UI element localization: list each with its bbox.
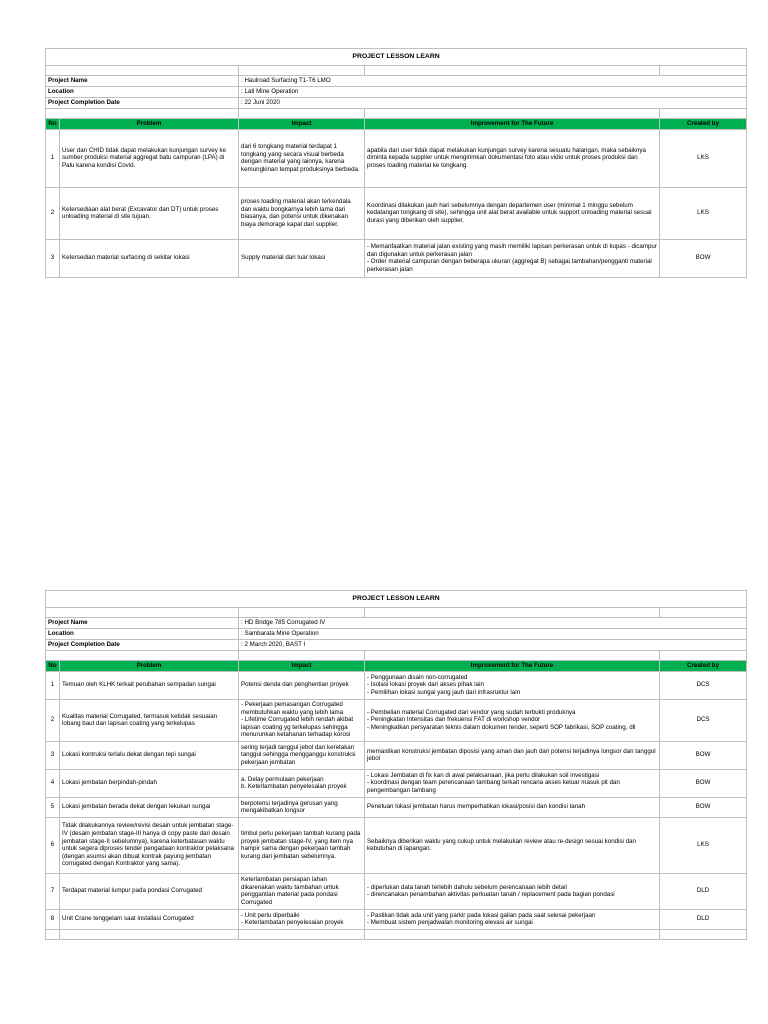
row-impact: - Pekerjaan pemasangan Corrugated membutuhkan waktu yang lebih lama - Lifetime Corrugated lebih rendah akibat lapisan coating yg terkelupas sehingga menurunkan ketahanan terhadap korosi (239, 699, 365, 741)
sheet-title: PROJECT LESSON LEARN (46, 49, 747, 66)
table-row (46, 909, 747, 929)
header-improvement: Improvement for The Future (365, 661, 660, 672)
row-improvement: Penetuan lokasi jembatan harus memperhatikan lokasi/posisi dan kondisi tanah (365, 797, 660, 817)
row-impact: timbul perlu pekerjaan tambah kurang pada proyek jembatan stage-IV, yang item nya hampir sama dengan pekerjaan tambah kurang dari jembatan sebelumnya. (239, 817, 365, 873)
header-impact: Impact (239, 661, 365, 672)
row-created-by: DLD (660, 873, 747, 909)
row-created-by: LKS (660, 187, 747, 239)
row-problem: Kualitas material Corrugated, termasuk ketidak sesuaian lobang baut dan lapisan coating yang terkelupas (60, 699, 239, 741)
row-no: 6 (46, 817, 60, 873)
row-impact: proses loading material akan terkendala dan waktu bongkarnya lebih lama dari biasanya, dan potensi untuk dikenakan biaya demorage kapal dari supplier. (239, 187, 365, 239)
row-created-by: BOW (660, 769, 747, 797)
row-problem: Terdapat material lumpur pada pondasi Corrugated (60, 873, 239, 909)
row-no: 1 (46, 129, 60, 187)
meta-value-completion-date: : 2 March 2020, BAST I (239, 640, 747, 651)
meta-label-location: Location (46, 87, 239, 98)
table-row (46, 817, 747, 873)
meta-label-completion-date: Project Completion Date (46, 640, 239, 651)
row-problem: Ketersedian material surfacing di sekitar lokasi (60, 239, 239, 277)
row-impact: dari 6 tongkang material terdapat 1 tongkang yang secara visual berbeda dengan material yang lainnya, karena kemungkinan tempat produksinya berbeda. (239, 129, 365, 187)
table-row (46, 187, 747, 239)
table-row (46, 699, 747, 741)
meta-label-location: Location (46, 629, 239, 640)
row-problem: Lokasi jembatan berpindah-pindah (60, 769, 239, 797)
row-improvement: - Pastikan tidak ada unit yang parkir pada lokasi galian pada saat selesai pekerjaan - Membuat sistem penjadwalan monitoring elevasi air sungai (365, 909, 660, 929)
row-improvement: Sebaiknya diberikan waktu yang cukup untuk melakukan review atau re-design sesuai kondisi dan kebutuhan di lapangan. (365, 817, 660, 873)
row-no: 5 (46, 797, 60, 817)
row-improvement: - Lokasi Jembatan di fix kan di awal pelaksanaan, jika perlu dilakukan soil investigasi - koordinasi dengan team perencanaan tambang terkait rencana akses keluar masuk pit dan pengembangan tambang (365, 769, 660, 797)
meta-value-completion-date: : 22 Juni 2020 (239, 98, 747, 109)
row-improvement: - Memanfaatkan material jalan existing yang masih memiliki lapisan perkerasan untuk di kupas - dicampur dan digunakan untuk perkerasan jalan - Order material campuran dengan beberapa ukuran (aggregat B) sebagai tambahan/pengganti material perkerasan jalan (365, 239, 660, 277)
table-row (46, 769, 747, 797)
row-no: 8 (46, 909, 60, 929)
row-no: 2 (46, 699, 60, 741)
row-impact: berpotensi terjadinya gerusan yang mengakibatkan longsor (239, 797, 365, 817)
row-problem: Unit Crane tenggelam saat installasi Corrugated (60, 909, 239, 929)
table-row (46, 797, 747, 817)
row-improvement: apabila dari user tidak dapat melakukan kunjungan survey karena sesuatu halangan, maka sebaiknya diminta kepada supplier untuk mengirimkan dokumentasi foto atau vidio untuk proses produksi dan proses loading material ke tongkang. (365, 129, 660, 187)
row-created-by: DCS (660, 671, 747, 699)
row-improvement: Koordinasi dilakukan jauh hari sebelumnya dengan departemen user (minimal 1 minggu sebelum kedatangan tongkang di site), sehingga unit alat berat available untuk support unloading material sesuai durasi yang diberikan oleh supplier. (365, 187, 660, 239)
table-row (46, 741, 747, 769)
row-problem: Tidak dilakukannya review/revisi desain untuk jembatan stage-IV (desain jembatan stage-III hanya di copy paste dari desain jembatan stage-II sebelumnya), karena keterbatasan waktu untuk segera diproses tender pengadaan kontraktor pelaksana (dengan asumsi akan dibuat kontrak payung jembatan corrugated dengan Kontraktor yang sama). (60, 817, 239, 873)
row-created-by: BOW (660, 741, 747, 769)
row-problem: Ketersediaan alat berat (Excavator dan DT) untuk proses unloading material di site tujuan. (60, 187, 239, 239)
lesson-table-2 (45, 590, 747, 940)
row-improvement: - diperlukan data tanah terlebih dahulu sebelum perencanaan lebih detail - direncanakan penambahan aktivitas perkuatan tanah / replacement pada bagian pondasi (365, 873, 660, 909)
header-created-by: Created by (660, 119, 747, 130)
lesson-learn-sheet-2 (45, 590, 746, 940)
table-row (46, 129, 747, 187)
row-improvement: - Penggunaan disain non-corrugated - Isolasi lokasi proyek dari akses pihak lain - Pemilihan lokasi sungai yang jauh dari infrasruktur lain (365, 671, 660, 699)
row-no: 1 (46, 671, 60, 699)
row-impact: sering terjadi tanggul jebol dan keretakan tanggul sehingga mengganggu konstruksi pekerjaan jembatan (239, 741, 365, 769)
table-row (46, 671, 747, 699)
meta-value-project-name: : HD Bridge 785 Corrugated IV (239, 618, 747, 629)
row-no: 2 (46, 187, 60, 239)
row-problem: Temuan oleh KLHK terkait perubahan sempadan sungai (60, 671, 239, 699)
row-impact: Potensi denda dan penghentian proyek (239, 671, 365, 699)
row-impact: Keterlambatan persiapan lahan dikarenakan waktu tambahan untuk penggantian material pada pondasi Corrugated (239, 873, 365, 909)
header-improvement: Improvement for The Future (365, 119, 660, 130)
row-impact: Supply material dari luar lokasi (239, 239, 365, 277)
row-improvement: memastikan konstruksi jembatan diposisi yang aman dan jauh dari potensi terjadinya longsor dan tanggul jebol (365, 741, 660, 769)
meta-label-project-name: Project Name (46, 618, 239, 629)
row-impact: a. Delay permulaan pekerjaan b. Keterlambatan penyelesaian proyek (239, 769, 365, 797)
row-created-by: DCS (660, 699, 747, 741)
row-no: 3 (46, 741, 60, 769)
row-problem: Lokasi kontruksi terlalu dekat dengan tepi sungai (60, 741, 239, 769)
meta-label-completion-date: Project Completion Date (46, 98, 239, 109)
row-created-by: BOW (660, 797, 747, 817)
row-no: 7 (46, 873, 60, 909)
header-problem: Problem (60, 119, 239, 130)
row-created-by: BOW (660, 239, 747, 277)
header-created-by: Created by (660, 661, 747, 672)
header-impact: Impact (239, 119, 365, 130)
table-row (46, 873, 747, 909)
header-no: No (46, 119, 60, 130)
table-row (46, 239, 747, 277)
row-problem: User dan CHID tidak dapat melakukan kunjungan survey ke sumber produksi material aggregat batu campuran (LPA) di Palu karena kondisi Covid. (60, 129, 239, 187)
header-no: No (46, 661, 60, 672)
row-created-by: LKS (660, 129, 747, 187)
row-improvement: - Pembelian material Corrugated dari vendor yang sudah terbukti produknya - Peningkatan Intensitas dan frekuensi FAT di workshop vendor - Meningkatkan persyaratan teknis dalam dokumen tender, seperti SOP fabrikasi, SOP coating, dll (365, 699, 660, 741)
meta-value-project-name: : Haulroad Surfacing T1-T6 LMO (239, 76, 747, 87)
lesson-table-1 (45, 48, 747, 278)
row-no: 3 (46, 239, 60, 277)
row-created-by: DLD (660, 909, 747, 929)
row-created-by: LKS (660, 817, 747, 873)
meta-value-location: : Lati Mine Operation (239, 87, 747, 98)
meta-value-location: : Sambarata Mine Operation (239, 629, 747, 640)
row-no: 4 (46, 769, 60, 797)
row-problem: Lokasi jembatan berada dekat dengan lekukan sungai (60, 797, 239, 817)
sheet-title: PROJECT LESSON LEARN (46, 591, 747, 608)
lesson-learn-sheet-1 (45, 48, 746, 278)
header-problem: Problem (60, 661, 239, 672)
row-impact: - Unit perlu diperbaiki - Keterlambatan penyelesaian proyek (239, 909, 365, 929)
meta-label-project-name: Project Name (46, 76, 239, 87)
